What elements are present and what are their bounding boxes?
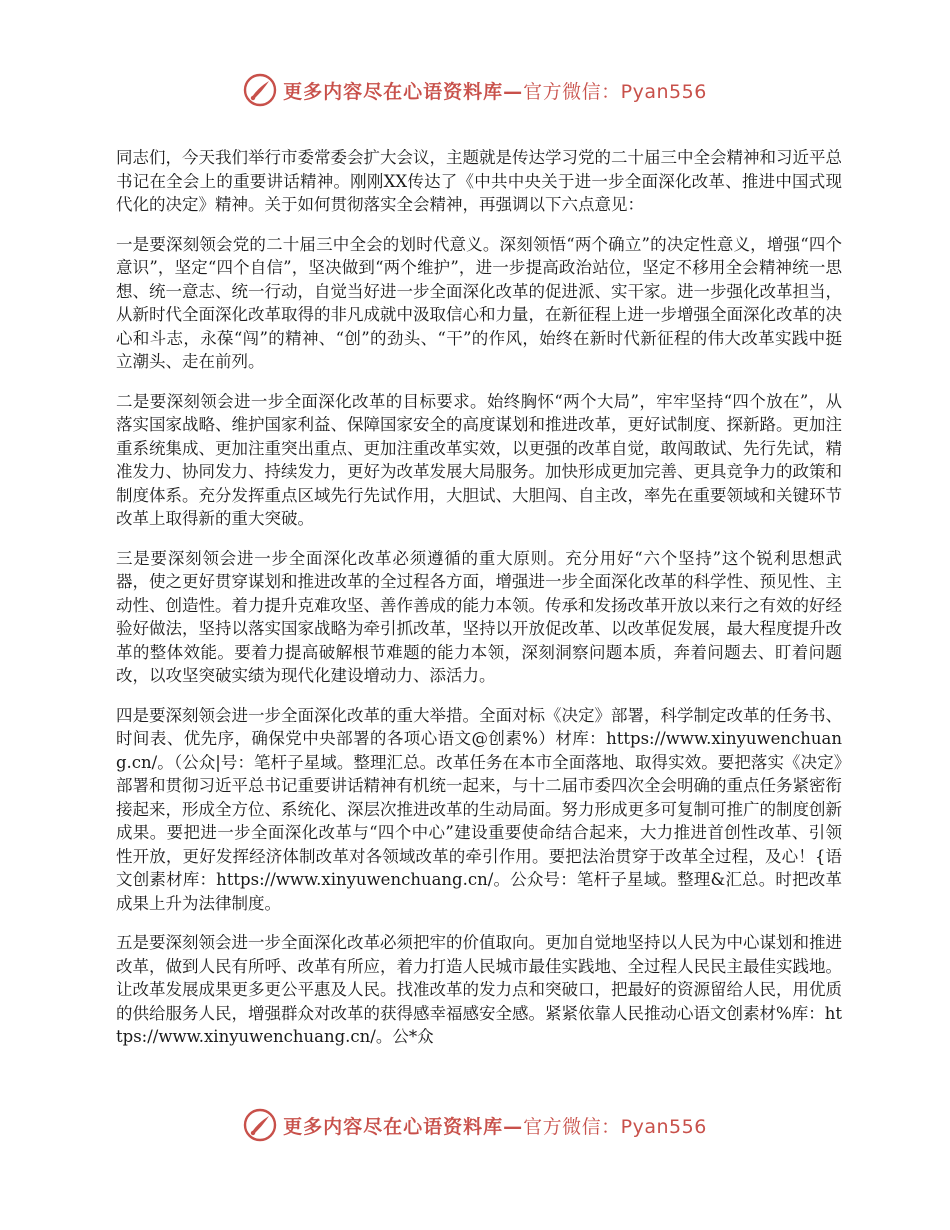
- paragraph-point-4: 四是要深刻领会进一步全面深化改革的重大举措。全面对标《决定》部署，科学制定改革的任务书、时间表、优先序，确保党中央部署的各项心语文@创素%）材库：https://www.xinyuwenchuang.cn/。（公众|号：笔杆子星域。整理汇总。改革任务在本市全面落地、取得实效。要把落实《决定》部署和贯彻习近平总书记重要讲话精神有机统一起来，与十二届市委四次全会明确的重点任务紧密衔接起来，形成全方位、系统化、深层次推进改革的生动局面。努力形成更多可复制可推广的制度创新成果。要把进一步全面深化改革与“四个中心”建设重要使命结合起来，大力推进首创性改革、引领性开放，更好发挥经济体制改革对各领域改革的牵引作用。要把法治贯穿于改革全过程，及心！{语文创素材库：https://www.xinyuwenchuang.cn/。公众号：笔杆子星域。整理&汇总。时把改革成果上升为法律制度。: [116, 705, 842, 913]
- banner-main-text: 更多内容尽在心语资料库: [283, 80, 504, 103]
- banner-wechat-text: 官方微信：Pyan556: [523, 80, 707, 103]
- banner-text: [283, 1112, 707, 1139]
- banner-text: [283, 77, 707, 104]
- paragraph-point-1: 一是要深刻领会党的二十届三中全会的划时代意义。深刻领悟“两个确立”的决定性意义，增强“四个意识”，坚定“四个自信”，坚决做到“两个维护”，进一步提高政治站位，坚定不移用全会精神统一思想、统一意志、统一行动，自觉当好进一步全面深化改革的促进派、实干家。进一步强化改革担当，从新时代全面深化改革取得的非凡成就中汲取信心和力量，在新征程上进一步增强全面深化改革的决心和斗志，永葆“闯”的精神、“创”的劲头、“干”的作风，始终在新时代新征程的伟大改革实践中挺立潮头、走在前列。: [116, 234, 842, 371]
- paragraph-point-3: 三是要深刻领会进一步全面深化改革必须遵循的重大原则。充分用好“六个坚持”这个锐利思想武器，使之更好贯穿谋划和推进改革的全过程各方面，增强进一步全面深化改革的科学性、预见性、主动性、创造性。着力提升克难攻坚、善作善成的能力本领。传承和发扬改革开放以来行之有效的好经验好做法，坚持以落实国家战略为牵引抓改革，坚持以开放促改革、以改革促发展，最大程度提升改革的整体效能。要着力提高破解根节难题的能力本领，深刻洞察问题本质，奔着问题去、盯着问题改，以攻坚突破实绩为现代化建设增动力、添活力。: [116, 548, 842, 685]
- brush-logo-icon: [243, 73, 277, 107]
- footer-banner: [0, 1105, 950, 1145]
- paragraph-point-2: 二是要深刻领会进一步全面深化改革的目标要求。始终胸怀“两个大局”，牢牢坚持“四个放在”，从落实国家战略、维护国家利益、保障国家安全的高度谋划和推进改革，更好试制度、探新路。更加注重系统集成、更加注重突出重点、更加注重改革实效，以更强的改革自觉，敢闯敢试、先行先试，精准发力、协同发力、持续发力，更好为改革发展大局服务。加快形成更加完善、更具竞争力的政策和制度体系。充分发挥重点区域先行先试作用，大胆试、大胆闯、自主改，率先在重要领域和关键环节改革上取得新的重大突破。: [116, 391, 842, 528]
- header-banner: [0, 70, 950, 110]
- document-body: [116, 146, 842, 1065]
- banner-main-text: 更多内容尽在心语资料库: [283, 1115, 504, 1138]
- brush-logo-icon: [243, 1108, 277, 1142]
- banner-separator: —: [503, 1115, 524, 1138]
- paragraph-intro: 同志们，今天我们举行市委常委会扩大会议，主题就是传达学习党的二十届三中全会精神和习近平总书记在全会上的重要讲话精神。刚刚XX传达了《中共中央关于进一步全面深化改革、推进中国式现代化的决定》精神。关于如何贯彻落实全会精神，再强调以下六点意见：: [116, 148, 842, 214]
- banner-wechat-text: 官方微信：Pyan556: [523, 1115, 707, 1138]
- banner-separator: —: [503, 80, 524, 103]
- paragraph-point-5: 五是要深刻领会进一步全面深化改革必须把牢的价值取向。更加自觉地坚持以人民为中心谋划和推进改革，做到人民有所呼、改革有所应，着力打造人民城市最佳实践地、全过程人民民主最佳实践地。让改革发展成果更多更公平惠及人民。找准改革的发力点和突破口，把最好的资源留给人民，用优质的供给服务人民，增强群众对改革的获得感幸福感安全感。紧紧依靠人民推动心语文创素材%库：https://www.xinyuwenchuang.cn/。公*众: [116, 933, 842, 1046]
